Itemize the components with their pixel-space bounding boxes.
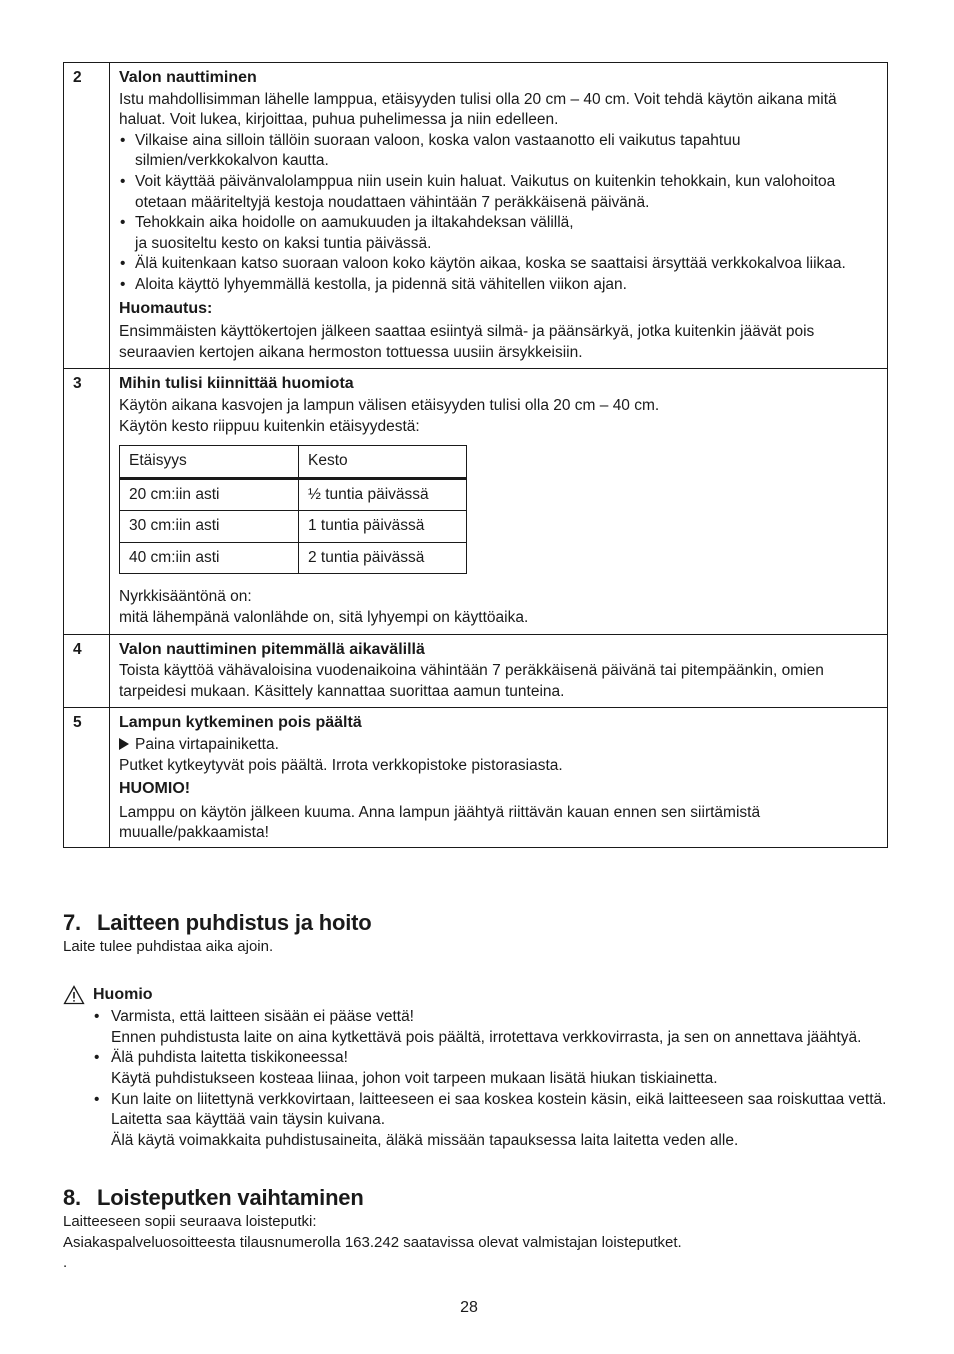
- action-line: [119, 735, 877, 756]
- table-row: [120, 542, 467, 574]
- step-body: [110, 369, 888, 634]
- list-item-text: • Kun laite on liitettynä verkkovirtaan, laitteeseen ei saa koskea kostein käsin, eikä laitteeseen saa roiskuttaa vettä. Laitetta saa käyttää vain täysin kuivana.: [111, 1090, 887, 1129]
- warning-text: Lamppu on käytön jälkeen kuuma. Anna lampun jäähtyä riittävän kauan ennen sen siirtämistä muualle/pakkaamista!: [119, 803, 761, 842]
- section-title: Loisteputken vaihtaminen: [97, 1185, 364, 1210]
- section-number: 7.: [63, 910, 81, 935]
- list-item-detail: Älä käytä voimakkaita puhdistusaineita, äläkä missään tapauksessa laita laitetta veden alle.: [111, 1131, 739, 1149]
- step-number: 4: [64, 634, 110, 708]
- caution-title: Huomio: [93, 985, 153, 1003]
- list-item: • Älä kuitenkaan katso suoraan valoon koko käytön aikaa, koska se saattaisi ärsyttää verkkokalvoa liikaa.: [119, 254, 877, 275]
- section-text: .: [63, 1254, 68, 1272]
- list-item-text: • Varmista, että laitteen sisään ei pääse vettä!: [111, 1008, 414, 1026]
- distance-duration-table: [119, 445, 467, 574]
- list-item-detail: Käytä puhdistukseen kosteaa liinaa, johon voit tarpeen mukaan lisätä hiukan tiskiainetta.: [111, 1069, 718, 1087]
- list-item: • Aloita käyttö lyhyemmällä kestolla, ja pidennä sitä vähitellen viikon ajan.: [119, 275, 877, 296]
- step-text: Toista käyttöä vähävaloisina vuodenaikoina vähintään 7 peräkkäisenä päivänä tai pitempäänkin, omien tarpeidesi mukaan. Käsittely kannattaa suorittaa aamun tunteina.: [119, 662, 824, 700]
- list-item: [94, 1048, 888, 1089]
- step-intro: Istu mahdollisimman lähelle lamppua, etäisyyden tulisi olla 20 cm – 40 cm. Voit tehdä käytön aikana mitä haluat. Voit lukea, kirjoittaa, puhua puhelimessa ja niin edelleen.: [119, 90, 837, 129]
- section-tube-replacement: [63, 1184, 888, 1274]
- step-number: 3: [64, 369, 110, 634]
- step-title: Lampun kytkeminen pois päältä: [119, 714, 362, 732]
- step-row: [64, 634, 888, 708]
- table-cell: 20 cm:iin asti: [120, 478, 299, 511]
- table-cell: 1 tuntia päivässä: [299, 511, 467, 543]
- step-row: [64, 63, 888, 369]
- section-title: Laitteen puhdistus ja hoito: [97, 910, 372, 935]
- caution-list: [94, 1007, 888, 1151]
- step-body: [110, 708, 888, 848]
- list-item: • Tehokkain aika hoidolle on aamukuuden ja iltakahdeksan välillä,: [119, 213, 877, 234]
- warning-title: HUOMIO!: [119, 780, 191, 798]
- step-title: Mihin tulisi kiinnittää huomiota: [119, 375, 354, 393]
- note-text: Ensimmäisten käyttökertojen jälkeen saattaa esiintyä silmä- ja päänsärkyä, jotka kuitenkin jäävät pois seuraavien kertojen aikana hermoston tottuessa uusiin ärsykkeisiin.: [119, 323, 815, 361]
- list-item: [94, 1090, 888, 1152]
- step-text: Käytön kesto riippuu kuitenkin etäisyydestä:: [119, 417, 420, 435]
- warning-triangle-icon: [63, 985, 85, 1005]
- section-intro: Laite tulee puhdistaa aika ajoin.: [63, 938, 274, 955]
- column-header: Etäisyys: [120, 446, 299, 479]
- step-row: [64, 369, 888, 634]
- step-bullets: [119, 131, 877, 234]
- section-number: 8.: [63, 1185, 81, 1210]
- step-number: 2: [64, 63, 110, 369]
- list-item: • Voit käyttää päivänvalolamppua niin usein kuin haluat. Vaikutus on kuitenkin tehokkain, kun valohoitoa otetaan määriteltyjä kestoja noudattaen vähintään 7 peräkkäisenä päivänä.: [119, 172, 877, 213]
- step-title: Valon nauttiminen pitemmällä aikavälillä: [119, 640, 425, 658]
- step-body: [110, 634, 888, 708]
- table-cell: 40 cm:iin asti: [120, 542, 299, 574]
- action-text: Paina virtapainiketta.: [135, 736, 279, 754]
- section-cleaning: [63, 909, 888, 1151]
- step-body: [110, 63, 888, 369]
- list-item-text: • Älä puhdista laitetta tiskikoneessa!: [111, 1049, 348, 1067]
- step-number: 5: [64, 708, 110, 848]
- list-item: • Vilkaise aina silloin tällöin suoraan valoon, koska valon vastaanotto eli vaikutus tapahtuu silmien/verkkokalvon kautta.: [119, 131, 877, 172]
- step-row: [64, 708, 888, 848]
- table-cell: 30 cm:iin asti: [120, 511, 299, 543]
- table-cell: ½ tuntia päivässä: [299, 478, 467, 511]
- table-row: [120, 478, 467, 511]
- rule-of-thumb-text: mitä lähempänä valonlähde on, sitä lyhyempi on käyttöaika.: [119, 609, 529, 627]
- section-heading: [63, 909, 888, 937]
- list-item: [94, 1007, 888, 1048]
- section-text: Laitteeseen sopii seuraava loisteputki:: [63, 1213, 317, 1230]
- list-continuation: ja suositeltu kesto on kaksi tuntia päivässä.: [135, 234, 432, 252]
- result-text: Putket kytkeytyvät pois päältä. Irrota verkkopistoke pistorasiasta.: [119, 756, 563, 774]
- instructions-table: [63, 62, 888, 848]
- rule-of-thumb-label: Nyrkkisääntönä on:: [119, 588, 252, 606]
- table-row: [120, 511, 467, 543]
- table-cell: 2 tuntia päivässä: [299, 542, 467, 574]
- step-title: Valon nauttiminen: [119, 69, 257, 86]
- list-item-detail: Ennen puhdistusta laite on aina kytkettävä pois päältä, irrotettava verkkovirrasta, ja sen on annettava jäähtyä.: [111, 1028, 862, 1046]
- arrow-right-icon: [119, 738, 129, 750]
- column-header: Kesto: [299, 446, 467, 479]
- note-title: Huomautus:: [119, 299, 213, 317]
- caution-heading: [63, 985, 888, 1006]
- table-header-row: [120, 446, 467, 479]
- section-text: Asiakaspalveluosoitteesta tilausnumerolla 163.242 saatavissa olevat valmistajan loisteputket.: [63, 1233, 682, 1251]
- page-number: 28: [460, 1299, 478, 1316]
- step-text: Käytön aikana kasvojen ja lampun välisen etäisyyden tulisi olla 20 cm – 40 cm.: [119, 396, 660, 414]
- step-bullets: [119, 254, 877, 295]
- section-heading: [63, 1184, 888, 1212]
